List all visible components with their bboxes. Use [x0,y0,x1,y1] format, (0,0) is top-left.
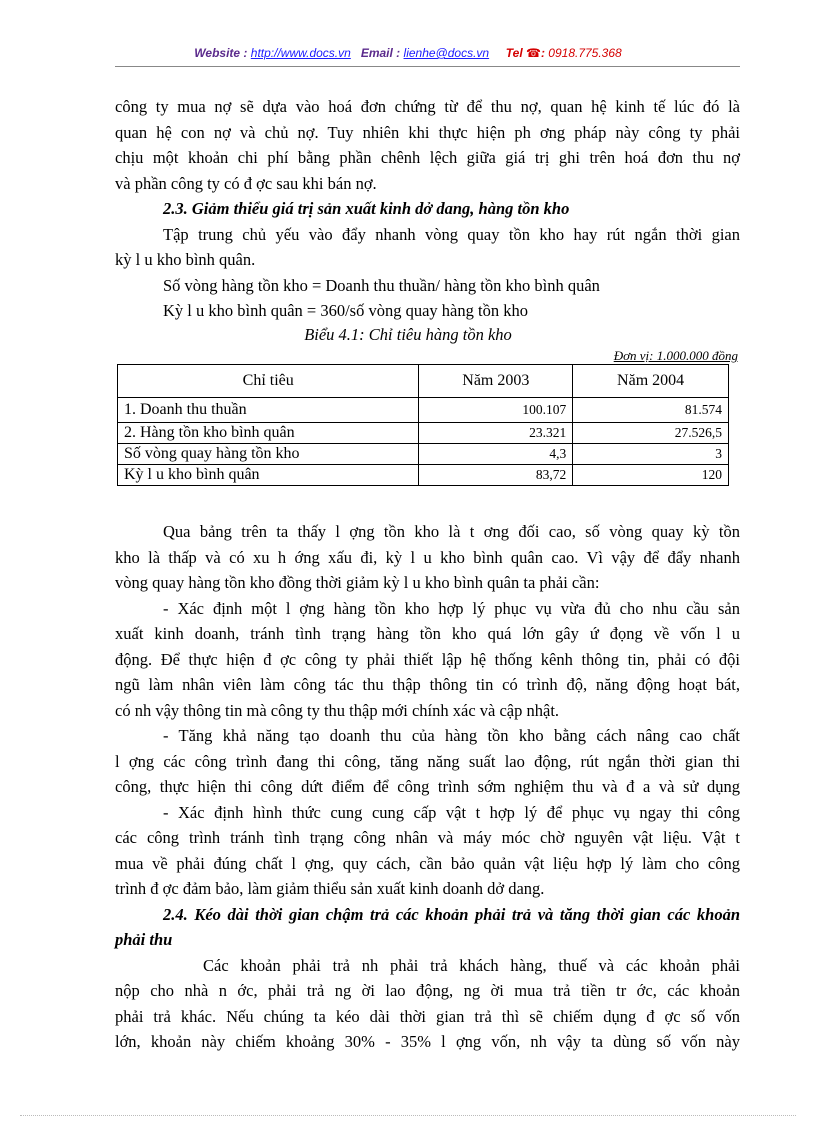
table-cell: 81.574 [573,398,729,423]
para2-line-1: Tập trung chủ yếu vào đẩy nhanh vòng quay tồn kho hay rút ngắn thời gian [163,224,740,244]
bullet1-line-3: động. Để thực hiện đ ợc công ty phải thiết lập hệ thống kênh thông tin, phải có đội [115,649,740,669]
bullet2-line-3: công, thực hiện thi công dứt điểm để công trình sớm nghiệm thu và đ a và sử dụng [115,777,740,796]
table-cell: 2. Hàng tồn kho bình quân [118,423,419,444]
website-label: Website : [194,46,248,60]
para3-line-1: Qua bảng trên ta thấy l ợng tồn kho là t ơng đối cao, số vòng quay kỳ tồn [163,522,740,541]
para3-line-2: kho là thấp và có xu h ớng xấu đi, kỳ l u kho bình quân cao. Vì vậy để đẩy nhanh [115,547,740,567]
para3-line-3: vòng quay hàng tồn kho đồng thời giảm kỳ l u kho bình quân ta phải cần: [115,573,600,592]
table-row [118,398,729,423]
para2-line-2: kỳ l u kho bình quân. [115,250,256,269]
bullet1-line-5: có nh vậy thông tin mà công ty thu thập mới chính xác và cập nhật. [115,700,560,720]
table-row [118,465,729,486]
para1-line-3: chịu một khoản chi phí bằng phần chênh lệch giữa giá trị ghi trên hoá đơn thu nợ [115,148,740,167]
bullet3-line-2: các công trình tránh tình trạng công nhân và máy móc chờ nguyên vật liệu. Vật t [115,828,740,847]
para4-line-1: Các khoản phải trả nh phải trả khách hàng, thuế và các khoản phải [203,955,740,975]
heading-2-4-line-1: 2.4. Kéo dài thời gian chậm trả các khoản phải trả và tăng thời gian các khoản [163,904,740,924]
bullet2-line-2: l ợng các công trình đang thi công, tăng năng suất lao động, rút ngắn thời gian thi [115,751,740,771]
page-header [0,46,816,60]
table-cell: 1. Doanh thu thuần [118,398,419,423]
website-link[interactable]: http://www.docs.vn [250,46,351,60]
table-header-cell: Chỉ tiêu [118,365,419,398]
heading-2-4-line-2: phải thu [115,930,173,949]
bullet2-line-1: - Tăng khả năng tạo doanh thu của hàng tồn kho bằng cách nâng cao chất [163,726,740,745]
formula-storage-period: Kỳ l u kho bình quân = 360/số vòng quay hàng tồn kho [163,301,528,320]
table-header-cell: Năm 2004 [573,365,729,398]
bullet1-line-4: ngũ làm nhân viên làm công tác thu thập thông tin có trình độ, năng động hoạt bát, [115,675,740,694]
bullet3-line-1: - Xác định hình thức cung cung cấp vật t hợp lý để phục vụ ngay thi công [163,802,740,822]
table-cell: 120 [573,465,729,486]
bullet1-line-2: xuất kinh doanh, tránh tình trạng hàng tồn kho quá lớn gây ứ đọng về vốn l u [115,624,740,643]
tel-value: 0918.775.368 [548,46,622,60]
table-cell: 100.107 [419,398,573,423]
table-header-row [118,365,729,398]
bullet1-line-1: - Xác định một l ợng hàng tồn kho hợp lý phục vụ vừa đủ cho nhu cầu sản [163,598,740,618]
table-cell: 83,72 [419,465,573,486]
para4-line-4: lớn, khoản này chiếm khoảng 30% - 35% l ợng vốn, nh vậy ta dùng số vốn này [115,1032,740,1051]
table-cell: 27.526,5 [573,423,729,444]
table-cell: Kỳ l u kho bình quân [118,465,419,486]
table-cell: Số vòng quay hàng tồn kho [118,444,419,465]
inventory-table [117,364,729,486]
email-link[interactable]: lienhe@docs.vn [403,46,490,60]
heading-2-3: 2.3. Giảm thiểu giá trị sản xuất kinh dở dang, hàng tồn kho [163,199,570,218]
para1-line-1: công ty mua nợ sẽ dựa vào hoá đơn chứng từ để thu nợ, quan hệ kinh tế lúc đó là [115,97,740,116]
para4-line-2: nộp cho nhà n ớc, phải trả ng ời lao động, ng ời mua trả tiền tr ớc, các khoản [115,981,740,1000]
table-unit: Đơn vị: 1.000.000 đồng [613,348,738,363]
table-row [118,423,729,444]
formula-turnover: Số vòng hàng tồn kho = Doanh thu thuần/ hàng tồn kho bình quân [163,275,600,295]
table-row [118,444,729,465]
bullet3-line-4: trình đ ợc đảm bảo, làm giảm thiểu sản xuất kinh doanh dở dang. [115,879,545,898]
para1-line-2: quan hệ con nợ và chủ nợ. Tuy nhiên khi thực hiện ph ơng pháp này công ty phải [115,122,740,142]
table-header-cell: Năm 2003 [419,365,573,398]
para4-line-3: phải trả khác. Nếu chúng ta kéo dài thời gian trả thì sẽ chiếm dụng đ ợc số vốn [115,1006,740,1026]
bullet3-line-3: mua về phải đúng chất l ợng, quy cách, cần bảo quản vật liệu hợp lý làm cho công [115,853,740,873]
email-label: Email : [360,46,401,60]
footer-divider [20,1115,796,1116]
table-cell: 23.321 [419,423,573,444]
table-cell: 4,3 [419,444,573,465]
tel-label: Tel ☎: [505,46,545,60]
para1-line-4: và phần công ty có đ ợc sau khi bán nợ. [115,173,377,193]
table-cell: 3 [573,444,729,465]
table-caption: Biểu 4.1: Chỉ tiêu hàng tồn kho [304,325,512,344]
header-divider [115,66,740,67]
